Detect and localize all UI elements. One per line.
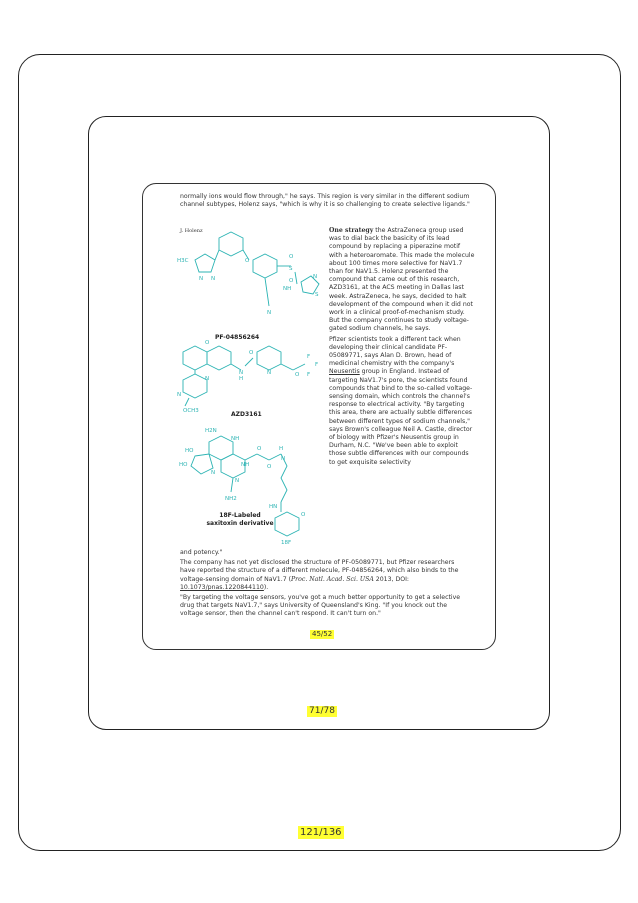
atom-label: O bbox=[245, 258, 250, 264]
atom-label: O bbox=[289, 278, 294, 284]
pyrimidine-ring bbox=[183, 374, 210, 398]
paragraph-text: ). bbox=[263, 583, 269, 591]
paragraph-text: Pfizer scientists took a different tack when developing their clinical candidate PF-05089771, says Alan D. Brown, head of medicinal chemistry with the company's bbox=[329, 335, 461, 368]
atom-label: N bbox=[235, 478, 240, 484]
atom-label: F bbox=[307, 354, 311, 360]
chemical-structures-figure bbox=[175, 230, 325, 545]
image-credit: J. Holenz bbox=[180, 228, 203, 234]
page-number-inner: 45/52 bbox=[312, 630, 333, 638]
atom-label: N bbox=[205, 376, 210, 382]
atom-label: H bbox=[279, 446, 284, 452]
structure-label-pf04856264: PF-04856264 bbox=[215, 334, 260, 341]
atom-label: N bbox=[267, 370, 272, 376]
atom-label: N bbox=[267, 310, 272, 316]
structure-label-azd3161: AZD3161 bbox=[231, 411, 262, 418]
atom-label: F bbox=[307, 372, 311, 378]
atom-label: N bbox=[211, 276, 216, 282]
right-paragraph-1 bbox=[329, 227, 475, 334]
atom-label: N bbox=[211, 470, 216, 476]
atom-label: NH2 bbox=[225, 496, 237, 502]
doi-link[interactable]: 10.1073/pnas.1220844110 bbox=[180, 583, 264, 591]
atom-label: NH bbox=[231, 436, 240, 442]
structure-label-line2: saxitoxin derivative bbox=[206, 520, 274, 527]
saxitoxin-ring-a bbox=[209, 436, 233, 460]
atom-label: S bbox=[315, 292, 319, 298]
atom-label: S bbox=[289, 266, 293, 272]
chroman-ring-b bbox=[207, 346, 231, 370]
paragraph-text: group in England. Instead of targeting NaV1.7's pore, the scientists found compounds that bind to the so-called voltage-sensing domain, which controls the channel's response to electrical activity. "By targeting this area, there are actually subtle differences between different types of sodium channels," says Brown's colleague Neil A. Castle, director of biology with Pfizer's Neusentis group in Durham, N.C. "We've been able to exploit those subtle differences with our compounds to get exquisite selectivity bbox=[329, 368, 473, 466]
atom-label: N bbox=[313, 274, 318, 280]
atom-label: O bbox=[257, 446, 262, 452]
phenyl-ring-2 bbox=[253, 254, 277, 278]
atom-label: NH bbox=[283, 286, 292, 292]
atom-label: OCH3 bbox=[183, 408, 199, 414]
right-paragraph-2 bbox=[329, 336, 475, 467]
atom-label: N bbox=[239, 370, 244, 376]
atom-label: H3C bbox=[177, 258, 189, 264]
saxitoxin-ring-c bbox=[191, 454, 216, 476]
atom-label: N bbox=[281, 456, 286, 462]
paragraph-text: 2013, DOI: bbox=[373, 575, 410, 583]
atom-label: N bbox=[177, 392, 182, 398]
bottom-paragraph-3: "By targeting the voltage sensors, you've got a much better opportunity to get a selective drug that targets NaV1.7," says University of Queensland's King. "If you knock out the voltage sensor, then the channel can't respond. It can't turn on." bbox=[180, 594, 461, 618]
phenyl-ring-1 bbox=[219, 232, 243, 256]
page-number-outer: 121/136 bbox=[300, 827, 342, 838]
top-paragraph: normally ions would flow through," he says. This region is very similar in the different sodium channel subtypes, Holenz says, "which is why it is so challenging to create selective ligands." bbox=[180, 193, 470, 209]
journal-citation: Proc. Natl. Acad. Sci. USA bbox=[291, 575, 374, 583]
right-column-text bbox=[329, 227, 475, 469]
paragraph-text: the AstraZeneca group used was to dial back the basicity of its lead compound by replacing a piperazine motif with a heteroaromate. This made the molecule about 100 times more selective for NaV1.7 than for NaV1.5. Holenz presented the compound that came out of this research, AZD3161, at the ACS meeting in Dallas last week. AstraZeneca, he says, decided to halt development of the compound when it did not work in a clinical proof-of-mechanism study. But the company continues to study voltage-gated sodium channels, he says. bbox=[329, 227, 475, 333]
atom-label: HN bbox=[269, 504, 278, 510]
atom-label: NH bbox=[241, 462, 250, 468]
bottom-paragraph-2 bbox=[180, 559, 470, 592]
structure-label-saxitoxin bbox=[200, 512, 280, 528]
bottom-paragraph-1: and potency." bbox=[180, 549, 223, 556]
page-number-middle: 71/78 bbox=[309, 706, 335, 716]
atom-label: 18F bbox=[281, 540, 292, 545]
atom-label: O bbox=[249, 350, 254, 356]
atom-label: O bbox=[289, 254, 294, 260]
pyridine-ring bbox=[257, 346, 281, 370]
atom-label: HO bbox=[185, 448, 194, 454]
lead-in-text: One strategy bbox=[329, 227, 374, 234]
structure-label-line1: 18F-Labeled bbox=[219, 512, 261, 519]
atom-label: O bbox=[301, 512, 306, 518]
atom-label: HO bbox=[179, 462, 188, 468]
bottom-text bbox=[180, 549, 470, 621]
paragraph-text: The company has not yet disclosed the structure of PF-05089771, but Pfizer researchers have reported the structure of a different molecule, PF-04856264, which also binds to the voltage-sensing domain of NaV1.7 ( bbox=[180, 559, 459, 583]
atom-label: H bbox=[239, 376, 244, 382]
chroman-ring-a bbox=[183, 346, 207, 370]
atom-label: O bbox=[205, 340, 210, 346]
neusentis-link[interactable]: Neusentis bbox=[329, 368, 360, 376]
atom-label: O bbox=[267, 464, 272, 470]
pyrazole-ring bbox=[195, 254, 215, 272]
atom-label: O bbox=[295, 372, 300, 378]
atom-label: F bbox=[315, 362, 319, 368]
atom-label: H2N bbox=[205, 428, 217, 434]
atom-label: N bbox=[199, 276, 204, 282]
